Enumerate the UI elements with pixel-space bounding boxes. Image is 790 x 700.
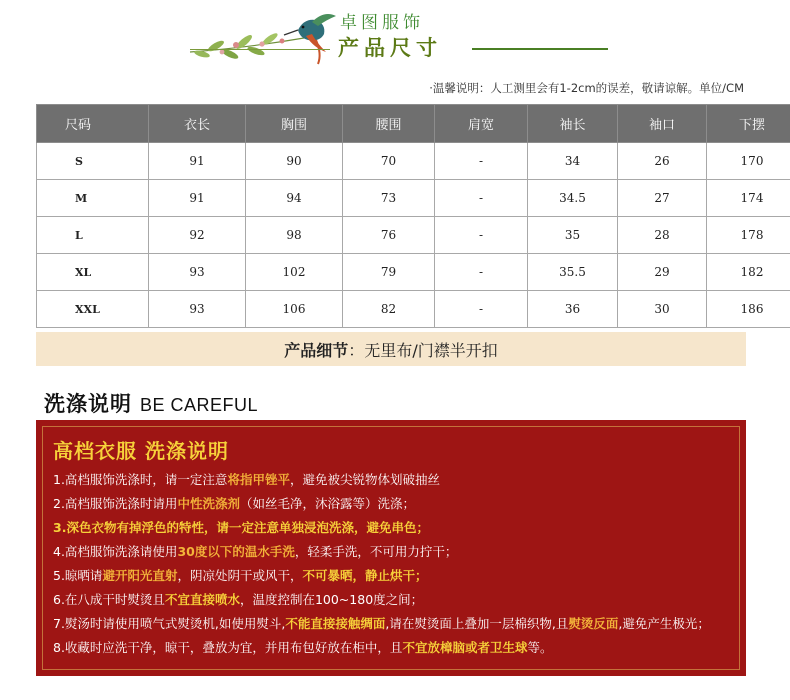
- table-cell: XXL: [37, 291, 149, 328]
- table-cell: 36: [528, 291, 618, 328]
- table-cell: 35: [528, 217, 618, 254]
- col-header: 尺码: [37, 105, 149, 143]
- table-cell: 76: [343, 217, 435, 254]
- col-header: 肩宽: [435, 105, 528, 143]
- table-row: [37, 217, 790, 254]
- table-cell: L: [37, 217, 149, 254]
- table-cell: 178: [707, 217, 790, 254]
- page-title: 产品尺寸: [338, 35, 442, 60]
- care-instruction-item: [53, 588, 729, 612]
- care-highlight-text: 避开阳光直射: [102, 568, 178, 583]
- care-text: 2.高档服饰洗涤时请用: [53, 496, 178, 511]
- table-cell: -: [435, 217, 528, 254]
- table-row: [37, 254, 790, 291]
- col-header: 衣长: [149, 105, 246, 143]
- care-panel-inner: [42, 426, 740, 670]
- table-cell: 174: [707, 180, 790, 217]
- measurement-note: ·温馨说明：人工测里会有1-2cm的误差，敬请谅解。单位/CM: [429, 81, 744, 95]
- col-header: 袖口: [618, 105, 707, 143]
- care-text: 1.高档服饰洗涤时，请一定注意: [53, 472, 228, 487]
- table-cell: 170: [707, 143, 790, 180]
- size-table: [36, 104, 790, 328]
- table-cell: 27: [618, 180, 707, 217]
- care-highlight-text: 3.深色衣物有掉浮色的特性，请一定注意单独浸泡洗涤，避免串色；: [53, 520, 429, 535]
- col-header: 腰围: [343, 105, 435, 143]
- table-cell: 82: [343, 291, 435, 328]
- care-text: ,请在熨烫面上叠加一层棉织物,且: [385, 616, 569, 631]
- table-cell: -: [435, 143, 528, 180]
- care-text: ，温度控制在100~180度之间；: [239, 592, 424, 607]
- table-cell: 182: [707, 254, 790, 291]
- detail-value: 无里布/门襟半开扣: [364, 340, 498, 360]
- table-cell: 91: [149, 180, 246, 217]
- care-text: ,避免产生极光；: [618, 616, 710, 631]
- care-text: 等。: [527, 640, 553, 655]
- detail-label: 产品细节: [284, 340, 349, 360]
- table-cell: 70: [343, 143, 435, 180]
- care-text: ，轻柔手洗，不可用力拧干；: [294, 544, 458, 559]
- header-divider-left: [190, 49, 330, 50]
- care-text: ，避免被尖锐物体划破抽丝: [289, 472, 440, 487]
- care-instruction-item: [53, 636, 729, 660]
- table-cell: 94: [246, 180, 343, 217]
- table-cell: XL: [37, 254, 149, 291]
- table-cell: 93: [149, 254, 246, 291]
- table-cell: 34.5: [528, 180, 618, 217]
- table-cell: -: [435, 291, 528, 328]
- table-cell: 90: [246, 143, 343, 180]
- care-highlight-text: 将指甲锉平: [227, 472, 290, 487]
- table-cell: 35.5: [528, 254, 618, 291]
- detail-separator: ：: [348, 340, 365, 360]
- care-instructions-list: [53, 468, 729, 660]
- care-highlight-text: 30度以下的温水手洗: [177, 544, 295, 559]
- table-cell: M: [37, 180, 149, 217]
- table-cell: 92: [149, 217, 246, 254]
- care-text: 7.熨汤时请使用喷气式熨烫机,如使用熨斗,: [53, 616, 286, 631]
- care-text: （如丝毛净，沐浴露等）洗涤；: [239, 496, 415, 511]
- table-cell: 98: [246, 217, 343, 254]
- table-cell: 30: [618, 291, 707, 328]
- care-instruction-item: [53, 612, 729, 636]
- table-cell: 93: [149, 291, 246, 328]
- page-header: [0, 0, 790, 70]
- care-heading-en: BE CAREFUL: [140, 395, 259, 415]
- care-instruction-item: [53, 564, 729, 588]
- product-detail-bar: [36, 332, 746, 366]
- care-text: 4.高档服饰洗涤请使用: [53, 544, 178, 559]
- care-heading-zh: 洗涤说明: [44, 392, 132, 416]
- table-row: [37, 291, 790, 328]
- care-text: 5.晾晒请: [53, 568, 103, 583]
- care-panel: [36, 420, 746, 676]
- table-cell: 73: [343, 180, 435, 217]
- care-instruction-item: [53, 492, 729, 516]
- care-highlight-text: 不宜放樟脑或者卫生球: [402, 640, 528, 655]
- table-cell: -: [435, 254, 528, 291]
- brand-name: 卓图服饰: [340, 13, 424, 33]
- col-header: 胸围: [246, 105, 343, 143]
- leaf-branch-icon: [190, 31, 304, 60]
- header-divider-right: [472, 48, 608, 50]
- col-header: 下摆: [707, 105, 790, 143]
- table-cell: 26: [618, 143, 707, 180]
- care-highlight-text: 不可暴晒，静止烘干；: [302, 568, 428, 583]
- care-text: 6.在八成干时熨烫且: [53, 592, 165, 607]
- care-instruction-item: [53, 468, 729, 492]
- col-header: 袖长: [528, 105, 618, 143]
- care-highlight-text: 不能直接接触绸面: [285, 616, 386, 631]
- table-cell: -: [435, 180, 528, 217]
- table-cell: 34: [528, 143, 618, 180]
- table-cell: S: [37, 143, 149, 180]
- table-cell: 106: [246, 291, 343, 328]
- care-highlight-text: 熨烫反面: [568, 616, 619, 631]
- table-cell: 29: [618, 254, 707, 291]
- care-instruction-item: [53, 540, 729, 564]
- size-table-header-row: [37, 105, 790, 143]
- care-highlight-text: 中性洗涤剂: [177, 496, 240, 511]
- care-panel-title: 高档衣服 洗涤说明: [53, 439, 229, 463]
- table-cell: 79: [343, 254, 435, 291]
- table-row: [37, 180, 790, 217]
- care-text: ，阴凉处阴干或风干，: [177, 568, 303, 583]
- care-instruction-item: [53, 516, 729, 540]
- table-cell: 28: [618, 217, 707, 254]
- table-cell: 91: [149, 143, 246, 180]
- hummingbird-icon: [186, 8, 346, 68]
- table-cell: 186: [707, 291, 790, 328]
- table-cell: 102: [246, 254, 343, 291]
- care-highlight-text: 不宜直接喷水: [164, 592, 240, 607]
- table-row: [37, 143, 790, 180]
- care-heading: [44, 388, 258, 418]
- care-text: 8.收藏时应洗干净，晾干，叠放为宜，并用布包好放在柜中，且: [53, 640, 403, 655]
